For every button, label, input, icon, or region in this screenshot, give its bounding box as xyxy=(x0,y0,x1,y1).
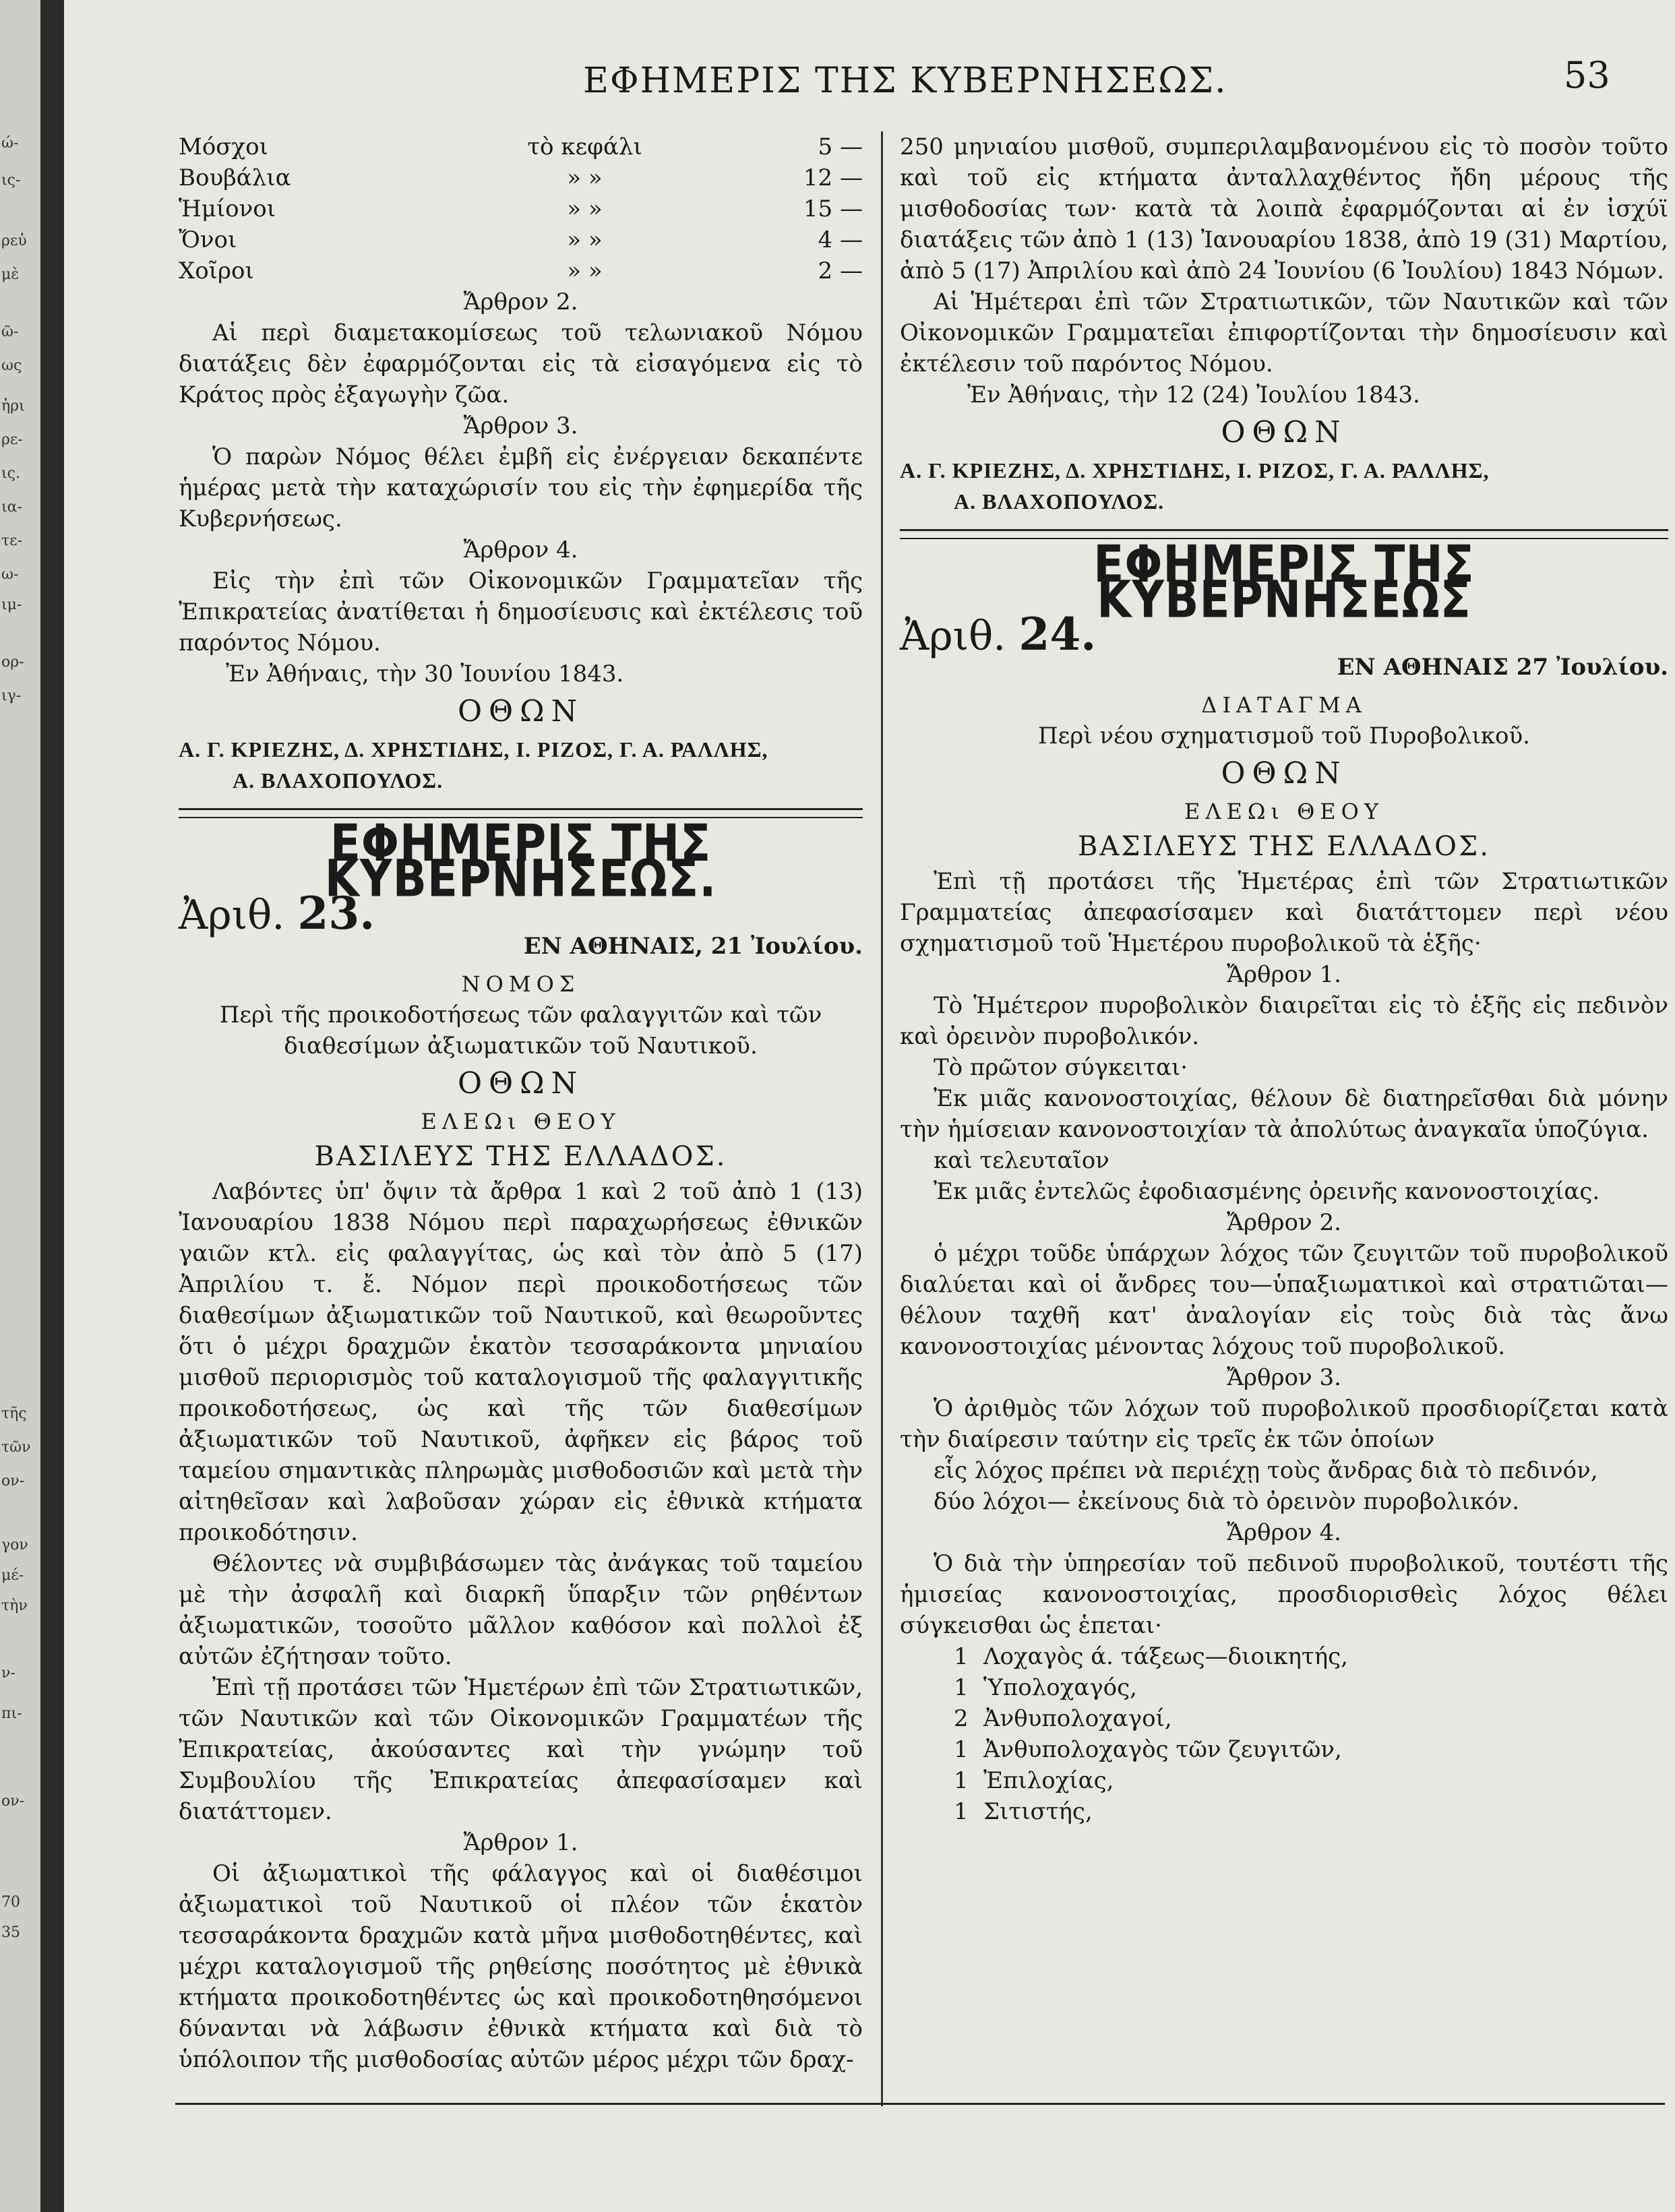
prev-page-fragment: ιμ- xyxy=(1,596,22,613)
prev-page-fragment: ιγ- xyxy=(1,687,22,704)
prev-page-fragment: ια- xyxy=(1,499,22,516)
article-heading: Ἄρθρον 1. xyxy=(463,1829,578,1856)
document-subject: Περὶ τῆς προικοδοτήσεως τῶν φαλαγγιτῶν καὶ τῶν διαθεσίμων ἀξιωματικῶν τοῦ Ναυτικοῦ. xyxy=(219,1002,822,1059)
prev-page-fragment: ορ- xyxy=(1,654,24,671)
issue-masthead: ΕΦΗΜΕΡΙΣ ΤΗΣ ΚΥΒΕΡΝΗΣΕΩΣ. xyxy=(324,813,717,909)
list-item: 1 Ἐπιλοχίας, xyxy=(954,1767,1114,1794)
prev-page-fragment: τῶν xyxy=(1,1439,31,1456)
king-signature: ΟΘΩΝ xyxy=(1221,415,1347,450)
article-heading: Ἄρθρον 3. xyxy=(1227,1364,1341,1391)
left-column xyxy=(179,131,863,2075)
right-column xyxy=(900,131,1668,1827)
article-heading: Ἄρθρον 2. xyxy=(463,288,578,315)
prev-page-fragment: τὴν xyxy=(1,1597,28,1614)
column-divider xyxy=(881,131,883,2106)
list-item: 1 Ἀνθυπολοχαγὸς τῶν ζευγιτῶν, xyxy=(954,1736,1342,1763)
prev-page-fragment: ν- xyxy=(1,1665,16,1682)
article-heading: Ἄρθρον 3. xyxy=(463,412,578,439)
prev-page-fragment: 70 xyxy=(1,1894,20,1911)
article-text-continued: 250 μηνιαίου μισθοῦ, συμπεριλαμβανομένου εἰς τὸ ποσὸν τοῦτο καὶ τοῦ εἰς κτήματα ἀνταλλαχθέντος ἤδη μέρους τῆς μισθοδοσίας των· κατὰ τὰ λοιπὰ ἐφαρμόζονται αἱ ἐν ἰσχύϊ διατάξεις τῶν ἀπὸ 1 (13) Ἰανουαρίου 1838, ἀπὸ 19 (31) Μαρτίου, ἀπὸ 5 (17) Ἀπριλίου καὶ ἀπὸ 24 Ἰουνίου (6 Ἰουλίου) 1843 Νόμων. xyxy=(900,133,1668,284)
prev-page-fragment: ις. xyxy=(1,465,20,482)
issue-number: Ἀριθ. 24. xyxy=(900,608,1097,660)
document-type: ΔΙΑΤΑΓΜΑ xyxy=(1201,692,1367,718)
article-text: Εἰς τὴν ἐπὶ τῶν Οἰκονομικῶν Γραμματεῖαν τῆς Ἐπικρατείας ἀνατίθεται ἡ δημοσίευσις καὶ ἐκτέλεσις τοῦ παρόντος Νόμου. xyxy=(179,567,863,656)
article-text: Ὁ διὰ τὴν ὑπηρεσίαν τοῦ πεδινοῦ πυροβολικοῦ, τουτέστι τῆς ἡμισείας κανονοστοιχίας, προσδιορισθεὶς λόχος θέλει σύγκεισθαι ὡς ἑπεται· xyxy=(900,1550,1668,1639)
ministers-signatures-cont: Α. ΒΛΑΧΟΠΟΥΛΟΣ. xyxy=(954,489,1165,514)
prev-page-fragment: ρε- xyxy=(1,431,23,448)
previous-page-edge xyxy=(0,0,40,2212)
document-type: ΝΟΜΟΣ xyxy=(461,971,580,997)
newspaper-page xyxy=(64,0,1675,2212)
article-text: Οἱ ἀξιωματικοὶ τῆς φάλαγγος καὶ οἱ διαθέσιμοι ἀξιωματικοὶ τοῦ Ναυτικοῦ οἱ πλέον τῶν ἑκατὸν τεσσαράκοντα δραχμῶν κατὰ μῆνα μισθοδοτηθέντες, καὶ μέχρι καταλογισμοῦ τῆς ρηθείσης ποσότητος μὲ ἐθνικὰ κτήματα προικοδοτηθέντες ὡς καὶ προικοδοτηθησόμενοι δύνανται νὰ λάβωσιν ἐθνικὰ κτήματα καὶ διὰ τὸ ὑπόλοιπον τῆς μισθοδοσίας αὐτῶν μέρος μέχρι τῶν δραχ- xyxy=(179,1860,863,2073)
ministers-signatures-cont: Α. ΒΛΑΧΟΠΟΥΛΟΣ. xyxy=(233,768,444,793)
article-text: Ὁ παρὼν Νόμος θέλει ἐμβῆ εἰς ἐνέργειαν δεκαπέντε ἡμέρας μετὰ τὴν καταχώρισίν του εἰς τὴν ἐφημερίδα τῆς Κυβερνήσεως. xyxy=(179,443,863,532)
running-title: ΕΦΗΜΕΡΙΣ ΤΗΣ ΚΥΒΕΡΝΗΣΕΩΣ. xyxy=(583,61,1227,101)
article-text: ὁ μέχρι τοῦδε ὑπάρχων λόχος τῶν ζευγιτῶν τοῦ πυροβολικοῦ διαλύεται καὶ οἱ ἄνδρες του—ὑπαξιωματικοὶ καὶ στρατιῶται—θέλουν ταχθῆ κατ' ἀναλογίαν εἰς τοὺς διὰ τὰς ἄνω κανονοστοιχίας μένοντας λόχους τοῦ πυροβολικοῦ. xyxy=(900,1240,1668,1360)
article-text: καὶ τελευταῖον xyxy=(934,1147,1109,1174)
document-subject: Περὶ νέου σχηματισμοῦ τοῦ Πυροβολικοῦ. xyxy=(1038,723,1530,749)
king-name: ΟΘΩΝ xyxy=(1221,756,1347,791)
bottom-rule xyxy=(175,2103,1665,2105)
list-item: Βουβάλια » » 12 — xyxy=(179,164,863,191)
article-text: Αἱ περὶ διαμετακομίσεως τοῦ τελωνιακοῦ Νόμου διατάξεις δὲν ἐφαρμόζονται εἰς τὰ εἰσαγόμενα εἰς τὸ Κράτος πρὸς ἐξαγωγὴν ζῶα. xyxy=(179,319,863,408)
prev-page-fragment: ρεὐ xyxy=(1,233,27,249)
issue-number: Ἀριθ. 23. xyxy=(179,887,375,940)
article-text: Ὁ ἀριθμὸς τῶν λόχων τοῦ πυροβολικοῦ προσδιορίζεται κατὰ τὴν διαίρεσιν ταύτην εἰς τρεῖς ἐκ τῶν ὁποίων xyxy=(900,1395,1668,1453)
page-header xyxy=(64,54,1675,115)
company-roster xyxy=(900,1641,1668,1827)
prev-page-fragment: τῆς xyxy=(1,1405,27,1422)
issue-dateline: ΕΝ ΑΘΗΝΑΙΣ 27 Ἰουλίου. xyxy=(1337,654,1668,681)
article-heading: Ἄρθρον 2. xyxy=(1227,1209,1341,1236)
prev-page-fragment: ω- xyxy=(1,566,19,583)
list-item: 1 Σιτιστής, xyxy=(954,1798,1093,1825)
by-grace-of-god: ΕΛΕΩι ΘΕΟΥ xyxy=(421,1109,621,1134)
king-name: ΟΘΩΝ xyxy=(457,1066,584,1101)
prev-page-fragment: μὲ xyxy=(1,266,20,283)
prev-page-fragment: ώ- xyxy=(1,135,19,152)
date-line: Ἐν Ἀθήναις, τὴν 12 (24) Ἰουλίου 1843. xyxy=(967,381,1420,408)
preamble-paragraph: Λαβόντες ὑπ' ὄψιν τὰ ἄρθρα 1 καὶ 2 τοῦ ἀπὸ 1 (13) Ἰανουαρίου 1838 Νόμου περὶ παραχωρήσεως ἐθνικῶν γαιῶν κτλ. εἰς φαλαγγίτας, ὡς καὶ τὸν ἀπὸ 5 (17) Ἀπριλίου τ. ἔ. Νόμον περὶ προικοδοτήσεως τῶν διαθεσίμων ἀξιωματικῶν τοῦ Ναυτικοῦ, καὶ θεωροῦντες ὅτι ὁ μέχρι δραχμῶν ἑκατὸν τεσσαράκοντα μηνιαίου μισθοῦ περιορισμὸς τοῦ καταλογισμοῦ τῆς φαλαγγιτικῆς προικοδοτήσεως, ὡς καὶ τῆς τῶν διαθεσίμων ἀξιωματικῶν τοῦ Ναυτικοῦ, ἀφῆκεν εἰς βάρος τοῦ ταμείου σημαντικὰς πληρωμὰς μισθοδοσιῶν καὶ μετὰ τὴν αἰτηθεῖσαν καὶ λαβοῦσαν χώραν εἰς ἐθνικὰ κτήματα προικοδότησιν. xyxy=(179,1178,863,1546)
list-item: Μόσχοι τὸ κεφάλι 5 — xyxy=(179,133,863,160)
date-line: Ἐν Ἀθήναις, τὴν 30 Ἰουνίου 1843. xyxy=(226,660,624,687)
prev-page-fragment: ις- xyxy=(1,172,21,189)
execution-clause: Αἱ Ἡμέτεραι ἐπὶ τῶν Στρατιωτικῶν, τῶν Ναυτικῶν καὶ τῶν Οἰκονομικῶν Γραμματεῖαι ἐπιφορτίζονται τὴν δημοσίευσιν καὶ ἐκτέλεσιν τοῦ παρόντος Νόμου. xyxy=(900,288,1668,377)
article-heading: Ἄρθρον 4. xyxy=(1227,1519,1341,1546)
list-item: Ἡμίονοι » » 15 — xyxy=(179,195,863,222)
preamble-paragraph: Ἐπὶ τῇ προτάσει τῶν Ἡμετέρων ἐπὶ τῶν Στρατιωτικῶν, τῶν Ναυτικῶν καὶ τῶν Οἰκονομικῶν Γραμματέων τῆς Ἐπικρατείας, ἀκούσαντες καὶ τὴν γνώμην τοῦ Συμβουλίου τῆς Ἐπικρατείας ἀπεφασίσαμεν καὶ διατάττομεν. xyxy=(179,1674,863,1825)
preamble-paragraph: Θέλοντες νὰ συμβιβάσωμεν τὰς ἀνάγκας τοῦ ταμείου μὲ τὴν ἀσφαλῆ καὶ διαρκῆ ὕπαρξιν τῶν ρηθέντων ἀξιωματικῶν, τοσοῦτο μᾶλλον καθόσον καὶ πολλοὶ ἐξ αὐτῶν ἐζήτησαν τοῦτο. xyxy=(179,1550,863,1670)
prev-page-fragment: ον- xyxy=(1,1793,25,1810)
prev-page-fragment: γον xyxy=(1,1537,28,1554)
preamble-paragraph: Ἐπὶ τῇ προτάσει τῆς Ἡμετέρας ἐπὶ τῶν Στρατιωτικῶν Γραμματείας ἀπεφασίσαμεν καὶ διατάττομεν περὶ νέου σχηματισμοῦ τοῦ Ἡμετέρου πυροβολικοῦ τὰ ἑξῆς· xyxy=(900,868,1668,957)
issue-masthead: ΕΦΗΜΕΡΙΣ ΤΗΣ ΚΥΒΕΡΝΗΣΕΩΣ xyxy=(1093,534,1475,630)
article-text: δύο λόχοι— ἐκείνους διὰ τὸ ὀρεινὸν πυροβολικόν. xyxy=(934,1488,1520,1515)
king-signature: ΟΘΩΝ xyxy=(457,694,584,729)
article-text: Ἐκ μιᾶς ἐντελῶς ἐφοδιασμένης ὀρεινῆς κανονοστοιχίας. xyxy=(934,1178,1600,1205)
prev-page-fragment: μέ- xyxy=(1,1567,24,1584)
king-title: ΒΑΣΙΛΕΥΣ ΤΗΣ ΕΛΛΑΔΟΣ. xyxy=(1078,831,1490,862)
article-heading: Ἄρθρον 1. xyxy=(1227,961,1341,988)
article-text: Ἐκ μιᾶς κανονοστοιχίας, θέλουν δὲ διατηρεῖσθαι διὰ μόνην τὴν ἡμίσειαν κανονοστοιχίαν τὰ ἀπολύτως ἀναγκαῖα ὑποζύγια. xyxy=(900,1085,1668,1143)
page-number: 53 xyxy=(1564,54,1610,96)
prev-page-fragment: ον- xyxy=(1,1473,25,1489)
by-grace-of-god: ΕΛΕΩι ΘΕΟΥ xyxy=(1184,799,1384,824)
list-item: 1 Ὑπολοχαγός, xyxy=(954,1674,1137,1701)
list-item: 1 Λοχαγὸς ά. τάξεως—διοικητής, xyxy=(954,1643,1348,1670)
animal-tariff-list xyxy=(179,131,863,286)
king-title: ΒΑΣΙΛΕΥΣ ΤΗΣ ΕΛΛΑΔΟΣ. xyxy=(314,1141,727,1172)
list-item: 2 Ἀνθυπολοχαγοί, xyxy=(954,1705,1172,1732)
prev-page-fragment: τε- xyxy=(1,532,23,549)
article-text: εἷς λόχος πρέπει νὰ περιέχῃ τοὺς ἄνδρας διὰ τὸ πεδινόν, xyxy=(934,1457,1598,1484)
ministers-signatures: Α. Γ. ΚΡΙΕΖΗΣ, Δ. ΧΡΗΣΤΙΔΗΣ, Ι. ΡΙΖΟΣ, Γ. Α. ΡΑΛΛΗΣ, xyxy=(179,737,768,762)
ministers-signatures: Α. Γ. ΚΡΙΕΖΗΣ, Δ. ΧΡΗΣΤΙΔΗΣ, Ι. ΡΙΖΟΣ, Γ. Α. ΡΑΛΛΗΣ, xyxy=(900,458,1490,483)
prev-page-fragment: 35 xyxy=(1,1924,20,1941)
list-item: Χοῖροι » » 2 — xyxy=(179,257,863,284)
article-heading: Ἄρθρον 4. xyxy=(463,536,578,563)
prev-page-fragment: ἡρι xyxy=(1,398,25,414)
prev-page-fragment: ῶ- xyxy=(1,324,19,340)
issue-dateline: ΕΝ ΑΘΗΝΑΙΣ, 21 Ἰουλίου. xyxy=(523,933,863,960)
article-text: Τὸ Ἡμέτερον πυροβολικὸν διαιρεῖται εἰς τὸ ἑξῆς εἰς πεδινὸν καὶ ὀρεινὸν πυροβολικόν. xyxy=(900,992,1668,1050)
article-text: Τὸ πρῶτον σύγκειται· xyxy=(934,1054,1188,1081)
prev-page-fragment: ως xyxy=(1,357,22,374)
prev-page-fragment: πι- xyxy=(1,1705,22,1722)
list-item: Ὄνοι » » 4 — xyxy=(179,226,863,253)
